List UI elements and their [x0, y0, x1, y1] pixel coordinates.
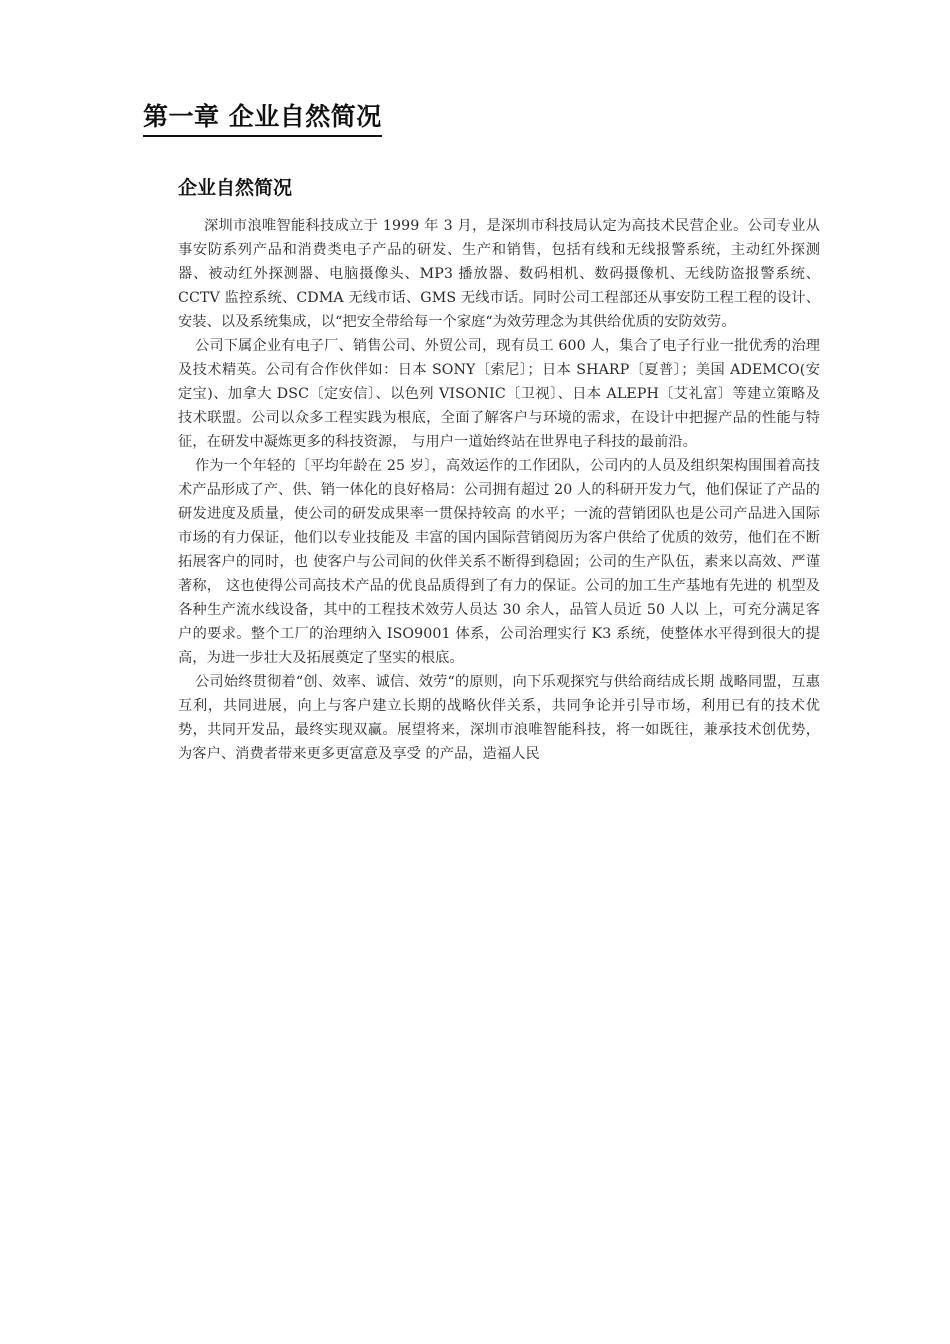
section-title: 企业自然简况 — [178, 177, 293, 199]
paragraph-team: 作为一个年轻的〔平均年龄在 25 岁〕，高效运作的工作团队，公司内的人员及组织架构围围着高技术产品形成了产、供、销一体化的良好格局：公司拥有超过 20 人的科研开发力气，他们保证了产品的研发进度及质量，使公司的研发成果率一贯保持较高 的水平；一流的营销团队也是公司产品进入国际市场的有力保证，他们以专业技能及 丰富的国内国际营销阅历为客户供给了优质的效劳，他们在不断拓展客户的同时，也 使客户与公司间的伙伴关系不断得到稳固；公司的生产队伍，素来以高效、严谨著称， 这也使得公司高技术产品的优良品质得到了有力的保证。公司的加工生产基地有先进的 机型及各种生产流水线设备，其中的工程技术效劳人员达 30 余人，品管人员近 50 人以 上，可充分满足客户的要求。整个工厂的治理纳入 ISO9001 体系，公司治理实行 K3 系统，使整体水平得到很大的提高，为进一步壮大及拓展奠定了坚实的根底。 — [178, 458, 820, 666]
paragraph-principles: 公司始终贯彻着“创、效率、诚信、效劳“的原则，向下乐观探究与供给商结成长期 战略同盟，互惠互利，共同进展，向上与客户建立长期的战略伙伴关系，共同争论并引导市场，利用已有的技术优势，共同开发品，最终实现双赢。展望将来，深圳市浪唯智能科技，将一如既往，兼承技术创优势，为客户、消费者带来更多更富意及享受 的产品，造福人民 — [178, 674, 820, 762]
body-text — [178, 214, 820, 766]
chapter-title: 第一章 企业自然简况 — [143, 100, 382, 137]
paragraph-partners: 公司下属企业有电子厂、销售公司、外贸公司，现有员工 600 人，集合了电子行业一批优秀的治理及技术精英。公司有合作伙伴如：日本 SONY〔索尼〕；日本 SHARP〔夏普〕；美国 ADEMCO(安定宝)、加拿大 DSC〔定安信〕、以色列 VISONIC〔卫视〕、日本 ALEPH〔艾礼富〕等建立策略及技术联盟。公司以众多工程实践为根底，全面了解客户与环境的需求，在设计中把握产品的性能与特征，在研发中凝炼更多的科技资源， 与用户一道始终站在世界电子科技的最前沿。 — [178, 338, 820, 450]
paragraph-company-overview: 深圳市浪唯智能科技成立于 1999 年 3 月，是深圳市科技局认定为高技术民营企业。公司专业从事安防系列产品和消费类电子产品的研发、生产和销售，包括有线和无线报警系统，主动红外探测器、被动红外探测器、电脑摄像头、MP3 播放器、数码相机、数码摄像机、无线防盗报警系统、CCTV 监控系统、CDMA 无线市话、GMS 无线市话。同时公司工程部还从事安防工程工程的设计、安装、以及系统集成，以“把安全带给每一个家庭“为效劳理念为其供给优质的安防效劳。 — [178, 218, 820, 330]
